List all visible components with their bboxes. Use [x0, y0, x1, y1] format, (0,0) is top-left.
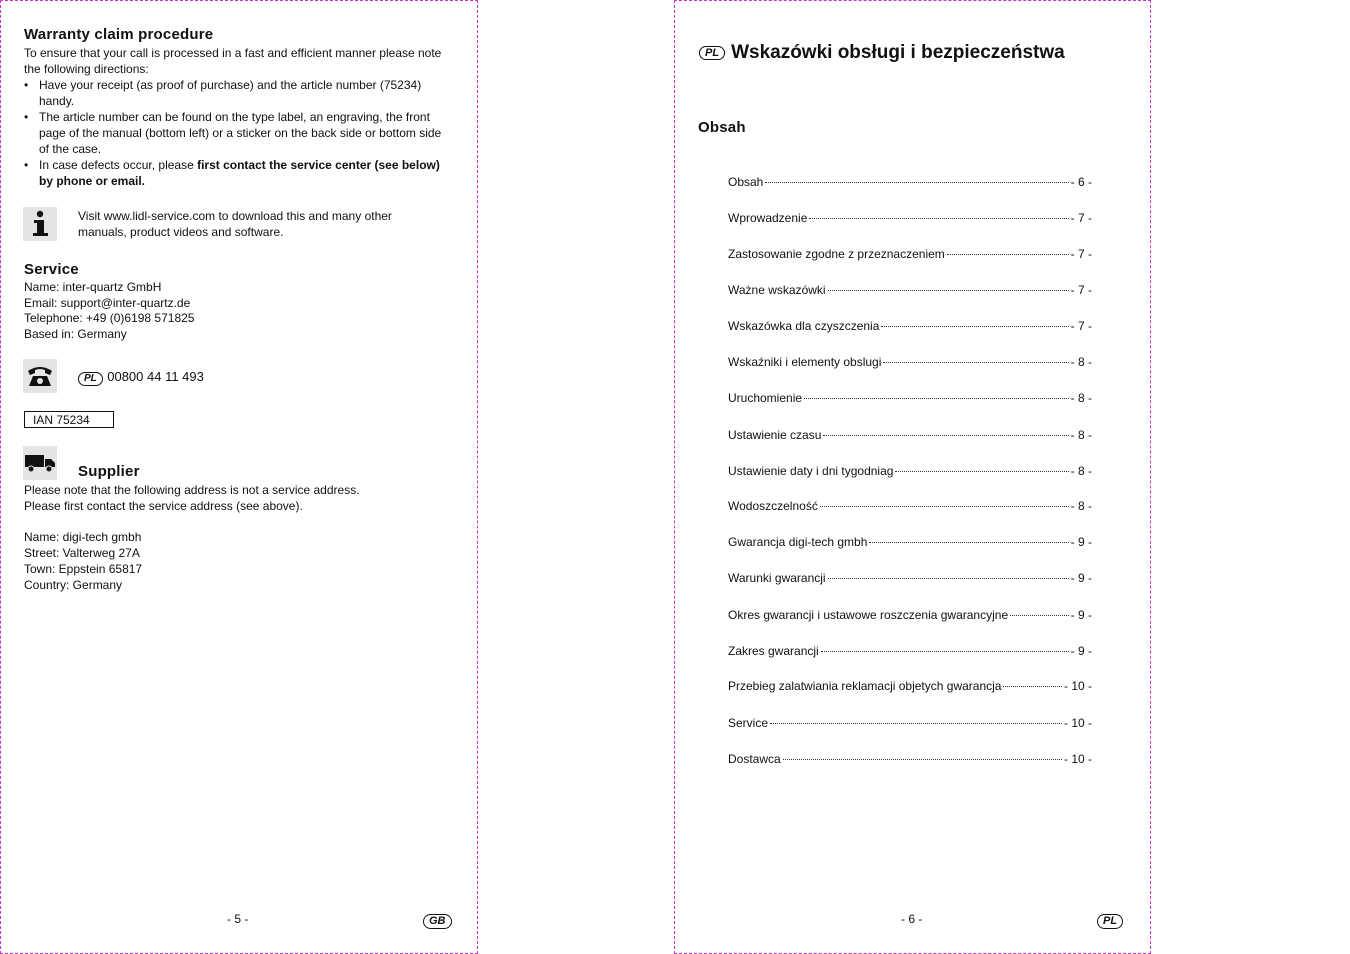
toc-entry-label: Wprowadzenie	[728, 211, 808, 225]
toc-entry-page: - 8 -	[1070, 428, 1092, 442]
info-icon	[23, 207, 57, 241]
phone-line	[78, 368, 204, 386]
manual-page-right	[674, 0, 1151, 954]
toc-entry-label: Warunki gwarancji	[728, 571, 826, 585]
toc-entry-page: - 7 -	[1070, 283, 1092, 297]
supplier-name: Name: digi-tech gmbh	[24, 530, 142, 544]
toc-entry-page: - 7 -	[1070, 211, 1092, 225]
page-number: - 5 -	[227, 912, 249, 926]
toc-leader-dots	[1003, 686, 1062, 687]
supplier-note1: Please note that the following address is not a service address.	[24, 483, 360, 497]
supplier-town: Town: Eppstein 65817	[24, 562, 143, 576]
toc-entry-label: Uruchomienie	[728, 391, 803, 405]
toc-entry	[728, 211, 1092, 227]
telephone-icon	[23, 359, 57, 393]
toc-entry-label: Ustawienie daty i dni tygodniag	[728, 464, 894, 478]
toc-entry-page: - 10 -	[1063, 716, 1092, 730]
warranty-bullet-text: In case defects occur, please	[39, 158, 198, 172]
toc-entry	[728, 319, 1092, 335]
toc-entry-label: Wskazówka dla czyszczenia	[728, 319, 880, 333]
toc-entry	[728, 679, 1092, 695]
language-badge: GB	[423, 914, 452, 929]
toc-entry-label: Wodoszczelność	[728, 499, 818, 513]
toc-entry-page: - 6 -	[1070, 175, 1092, 189]
warranty-bullet-emphasis: first contact the service center (see below) by phone or email.	[39, 158, 440, 188]
toc-entry-label: Wskaźniki i elementy obslugi	[728, 355, 882, 369]
manual-page-left	[0, 0, 478, 954]
toc-leader-dots	[770, 723, 1062, 724]
toc-entry	[728, 464, 1092, 480]
toc-entry-page: - 9 -	[1070, 571, 1092, 585]
toc-entry-page: - 9 -	[1070, 535, 1092, 549]
toc-entry-page: - 8 -	[1070, 355, 1092, 369]
toc-leader-dots	[821, 651, 1069, 652]
warranty-bullet: • The article number can be found on the type label, an engraving, the front page of the manual (bottom left) or a sticker on the back side or bottom side of the case.	[24, 109, 449, 157]
warranty-title: Warranty claim procedure	[24, 26, 214, 43]
toc-title: Obsah	[698, 119, 746, 136]
toc-leader-dots	[895, 471, 1068, 472]
toc-entry-page: - 8 -	[1070, 464, 1092, 478]
warranty-intro: To ensure that your call is processed in a fast and efficient manner please note the following directions:	[24, 46, 442, 76]
toc-leader-dots	[828, 578, 1069, 579]
toc-entry	[728, 283, 1092, 299]
toc-entry-page: - 7 -	[1070, 247, 1092, 261]
toc-entry	[728, 535, 1092, 551]
toc-entry	[728, 391, 1092, 407]
toc-leader-dots	[881, 326, 1068, 327]
toc-entry-label: Gwarancja digi-tech gmbh	[728, 535, 868, 549]
service-name: Name: inter-quartz GmbH	[24, 280, 162, 294]
toc-entry-label: Okres gwarancji i ustawowe roszczenia gwarancyjne	[728, 608, 1009, 622]
toc-entry	[728, 716, 1092, 732]
toc-entry-page: - 9 -	[1070, 644, 1092, 658]
toc-entry	[728, 752, 1092, 768]
warranty-list	[24, 77, 449, 189]
language-badge: PL	[699, 46, 725, 60]
toc-entry-label: Dostawca	[728, 752, 781, 766]
toc-leader-dots	[783, 759, 1062, 760]
toc-entry	[728, 608, 1092, 624]
page-heading	[699, 42, 1065, 64]
supplier-title: Supplier	[78, 463, 140, 480]
warranty-bullet	[24, 157, 449, 189]
toc-entry-page: - 10 -	[1063, 752, 1092, 766]
toc-leader-dots	[1010, 615, 1069, 616]
toc-entry	[728, 644, 1092, 660]
toc-entry-label: Ważne wskazówki	[728, 283, 826, 297]
service-based: Based in: Germany	[24, 327, 127, 341]
toc-entry-page: - 8 -	[1070, 499, 1092, 513]
page-title: Wskazówki obsługi i bezpieczeństwa	[731, 42, 1065, 63]
toc-entry-label: Zastosowanie zgodne z przeznaczeniem	[728, 247, 945, 261]
truck-icon	[23, 446, 57, 480]
toc-leader-dots	[765, 182, 1068, 183]
language-badge: PL	[1097, 914, 1123, 929]
supplier-street: Street: Valterweg 27A	[24, 546, 140, 560]
phone-number: 00800 44 11 493	[107, 369, 204, 384]
toc-entry-label: Zakres gwarancji	[728, 644, 819, 658]
toc-entry	[728, 355, 1092, 371]
toc-entry	[728, 499, 1092, 515]
supplier-note2: Please first contact the service address (see above).	[24, 499, 303, 513]
toc-leader-dots	[809, 218, 1068, 219]
toc-leader-dots	[828, 290, 1069, 291]
toc-entry	[728, 428, 1092, 444]
warranty-bullet: • Have your receipt (as proof of purchase) and the article number (75234) handy.	[24, 77, 449, 109]
toc-leader-dots	[869, 542, 1068, 543]
toc-leader-dots	[823, 435, 1068, 436]
info-text-line1: Visit www.lidl-service.com to download this and many other	[78, 209, 392, 223]
info-text-line2: manuals, product videos and software.	[78, 225, 284, 239]
toc-entry-label: Przebieg zalatwiania reklamacji objetych gwarancja	[728, 679, 1002, 693]
toc-leader-dots	[820, 506, 1069, 507]
toc-entry-page: - 7 -	[1070, 319, 1092, 333]
service-email: Email: support@inter-quartz.de	[24, 296, 191, 310]
page-number: - 6 -	[901, 912, 923, 926]
toc-entry-page: - 10 -	[1063, 679, 1092, 693]
ian-box: IAN 75234	[24, 411, 114, 428]
supplier-country: Country: Germany	[24, 578, 123, 592]
service-telephone: Telephone: +49 (0)6198 571825	[24, 311, 195, 325]
toc-leader-dots	[947, 254, 1069, 255]
toc-entry-label: Ustawienie czasu	[728, 428, 822, 442]
toc-leader-dots	[804, 398, 1069, 399]
toc-entry-label: Obsah	[728, 175, 764, 189]
toc-entry	[728, 247, 1092, 263]
country-code-badge: PL	[78, 372, 103, 386]
toc-entry-page: - 8 -	[1070, 391, 1092, 405]
toc-entry	[728, 175, 1092, 191]
toc-entry-page: - 9 -	[1070, 608, 1092, 622]
service-title: Service	[24, 261, 79, 278]
toc-entry	[728, 571, 1092, 587]
toc-leader-dots	[883, 362, 1068, 363]
toc-entry-label: Service	[728, 716, 769, 730]
